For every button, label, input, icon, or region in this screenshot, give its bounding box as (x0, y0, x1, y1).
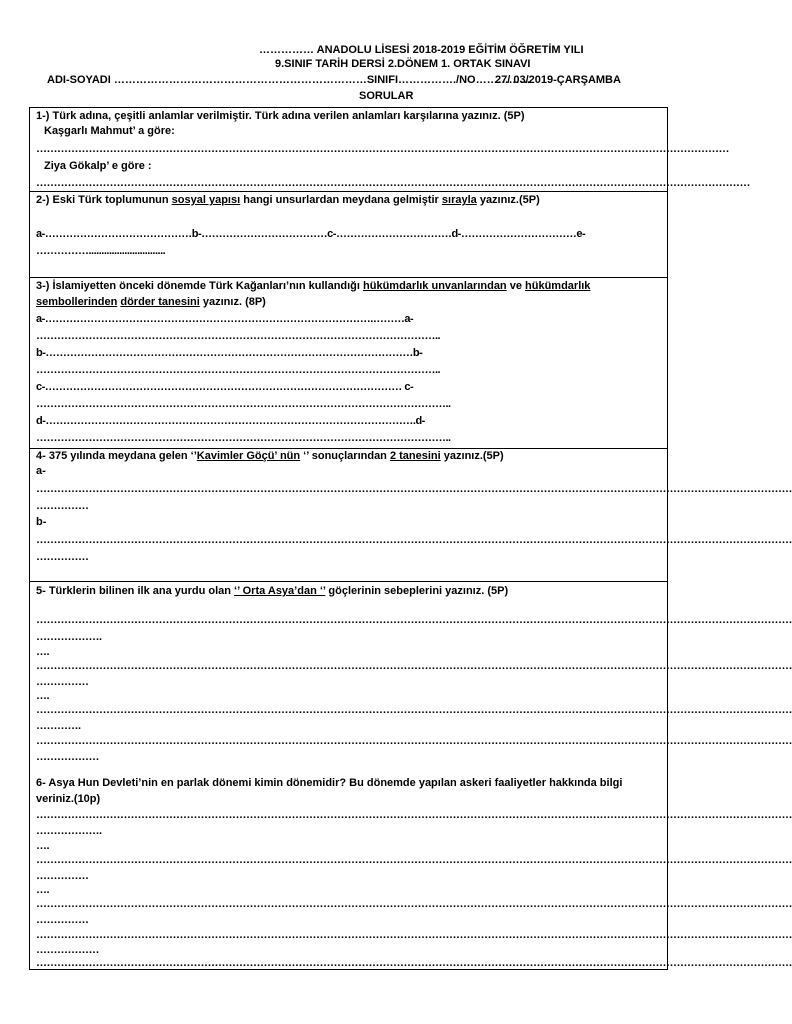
question-2-text: 2-) Eski Türk toplumunun sosyal yapısı hangi unsurlardan meydana gelmiştir sırayla yazınız.(5P) (36, 194, 540, 206)
answer-line[interactable]: ……………… (36, 944, 99, 956)
answer-line[interactable]: …………… (36, 551, 89, 563)
answer-line[interactable]: c-………………………………………………………………………………………… c- (36, 381, 414, 393)
answer-line[interactable]: ……………………………………………………………………………………………………………………………………………………………………………………………… (36, 735, 792, 747)
section-title: SORULAR (359, 90, 414, 102)
answer-line[interactable]: ………………. (36, 631, 102, 643)
answer-line[interactable]: a-………………………………………………………………………………….………a- (36, 313, 414, 325)
answer-line[interactable]: …. (36, 690, 50, 702)
exam-header-line1: …………… ANADOLU LİSESİ 2018-2019 EĞİTİM ÖĞRETİM YILI (259, 44, 584, 56)
answer-line[interactable]: …. (36, 646, 50, 658)
answer-line[interactable]: …………… (36, 914, 89, 926)
exam-header-line2: 9.SINIF TARİH DERSİ 2.DÖNEM 1. ORTAK SINAVI (275, 58, 531, 70)
answer-line[interactable]: …………. (36, 720, 81, 732)
question-4-text: 4- 375 yılında meydana gelen ‘’Kavimler Göçü’ nün ‘’ sonuçlarından 2 tanesini yazınız.(5P) (36, 450, 504, 462)
answer-line[interactable]: ……………………………………………………………………………………………………………………………………………………………………………………………… (36, 957, 792, 969)
answer-line[interactable]: ……………………………………………………………………………………………………………………………………………………………………………………………… (36, 809, 792, 821)
question-6-text-line2: veriniz.(10p) (36, 793, 101, 805)
answer-line[interactable]: ……………………………………………………………………………………………………………………………………………………………………………… (36, 143, 729, 155)
answer-line[interactable]: ……………………………………………………………………………………………………………………………………………………………………………………………… (36, 483, 792, 495)
question-3-text-line1: 3-) İslamiyetten önceki dönemde Türk Kağanları’nın kullandığı hükümdarlık unvanlarından ve hükümdarlık (36, 280, 591, 292)
answer-line[interactable]: ……………………………………………………………………………………………………………………………………………………………………………………………… (36, 534, 792, 546)
student-info-line: ADI-SOYADI ……………………………………………………………SINIFI……………./NO…………… (47, 74, 531, 86)
question-3-box (29, 277, 668, 449)
answer-line[interactable]: ……………………………………………………………………………………………………………………………………………………………………………………………… (36, 854, 792, 866)
answer-line[interactable]: …………………………………………………………………………………………………………………………………………………………………………………… (36, 177, 750, 189)
answer-label-a: a- (36, 465, 46, 477)
answer-line[interactable]: ……………………………………………………………………………………………………….. (36, 432, 451, 444)
answer-line[interactable]: ……………………………………………………………………………………………………….. (36, 398, 451, 410)
answer-line[interactable]: a-……………………………………b-………………………………c-……………………………d-……………………………e- (36, 228, 586, 240)
answer-line[interactable]: …. (36, 884, 50, 896)
answer-label-b: b- (36, 516, 47, 528)
answer-line[interactable]: b-……………………………………………………………………………………………b- (36, 347, 423, 359)
answer-line[interactable]: …………….............................. (36, 245, 166, 257)
answer-line[interactable]: ……………………………………………………………………………………………………………………………………………………………………………………………… (36, 614, 792, 626)
question-6-text-line1: 6- Asya Hun Devleti’nin en parlak dönemi kimin dönemidir? Bu dönemde yapılan askeri faaliyetler hakkında bilgi (36, 777, 623, 789)
answer-line[interactable]: …. (36, 840, 50, 852)
answer-line[interactable]: ……………………………………………………………………………………………………………………………………………………………………………………………… (36, 660, 792, 672)
answer-line[interactable]: …………………………………………………………………………………………………….. (36, 330, 441, 342)
answer-line[interactable]: ……………………………………………………………………………………………………………………………………………………………………………………………… (36, 898, 792, 910)
answer-line[interactable]: ……………… (36, 751, 99, 763)
answer-line[interactable]: …………… (36, 870, 89, 882)
answer-line[interactable]: ……………………………………………………………………………………………………………………………………………………………………………………………… (36, 704, 792, 716)
answer-line[interactable]: ……………………………………………………………………………………………………………………………………………………………………………………………… (36, 929, 792, 941)
question-1-box (29, 107, 750, 192)
answer-line[interactable]: …………… (36, 500, 89, 512)
question-1-sub-gokalp: Ziya Gökalp’ e göre : (44, 160, 152, 172)
question-3-text-line2: sembollerinden dörder tanesini yazınız. (8P) (36, 296, 266, 308)
question-4-box (29, 448, 792, 582)
answer-line[interactable]: …………………………………………………………………………………………………….. (36, 364, 441, 376)
question-5-text: 5- Türklerin bilinen ilk ana yurdu olan ‘’ Orta Asya’dan ‘’ göçlerinin sebeplerini yazınız. (5P) (36, 585, 509, 597)
exam-date: 27/ 03/2019-ÇARŞAMBA (495, 74, 621, 86)
question-1-sub-kasgarli: Kaşgarlı Mahmut’ a göre: (44, 125, 175, 137)
question-1-text: 1-) Türk adına, çeşitli anlamlar verilmiştir. Türk adına verilen anlamları karşılarına yazınız. (5P) (36, 110, 525, 122)
answer-line[interactable]: d-…………………………………………………………………………………………….d- (36, 415, 425, 427)
question-2-box (29, 191, 668, 278)
question-5-6-box (29, 581, 792, 970)
answer-line[interactable]: ………………. (36, 825, 102, 837)
answer-line[interactable]: …………… (36, 676, 89, 688)
